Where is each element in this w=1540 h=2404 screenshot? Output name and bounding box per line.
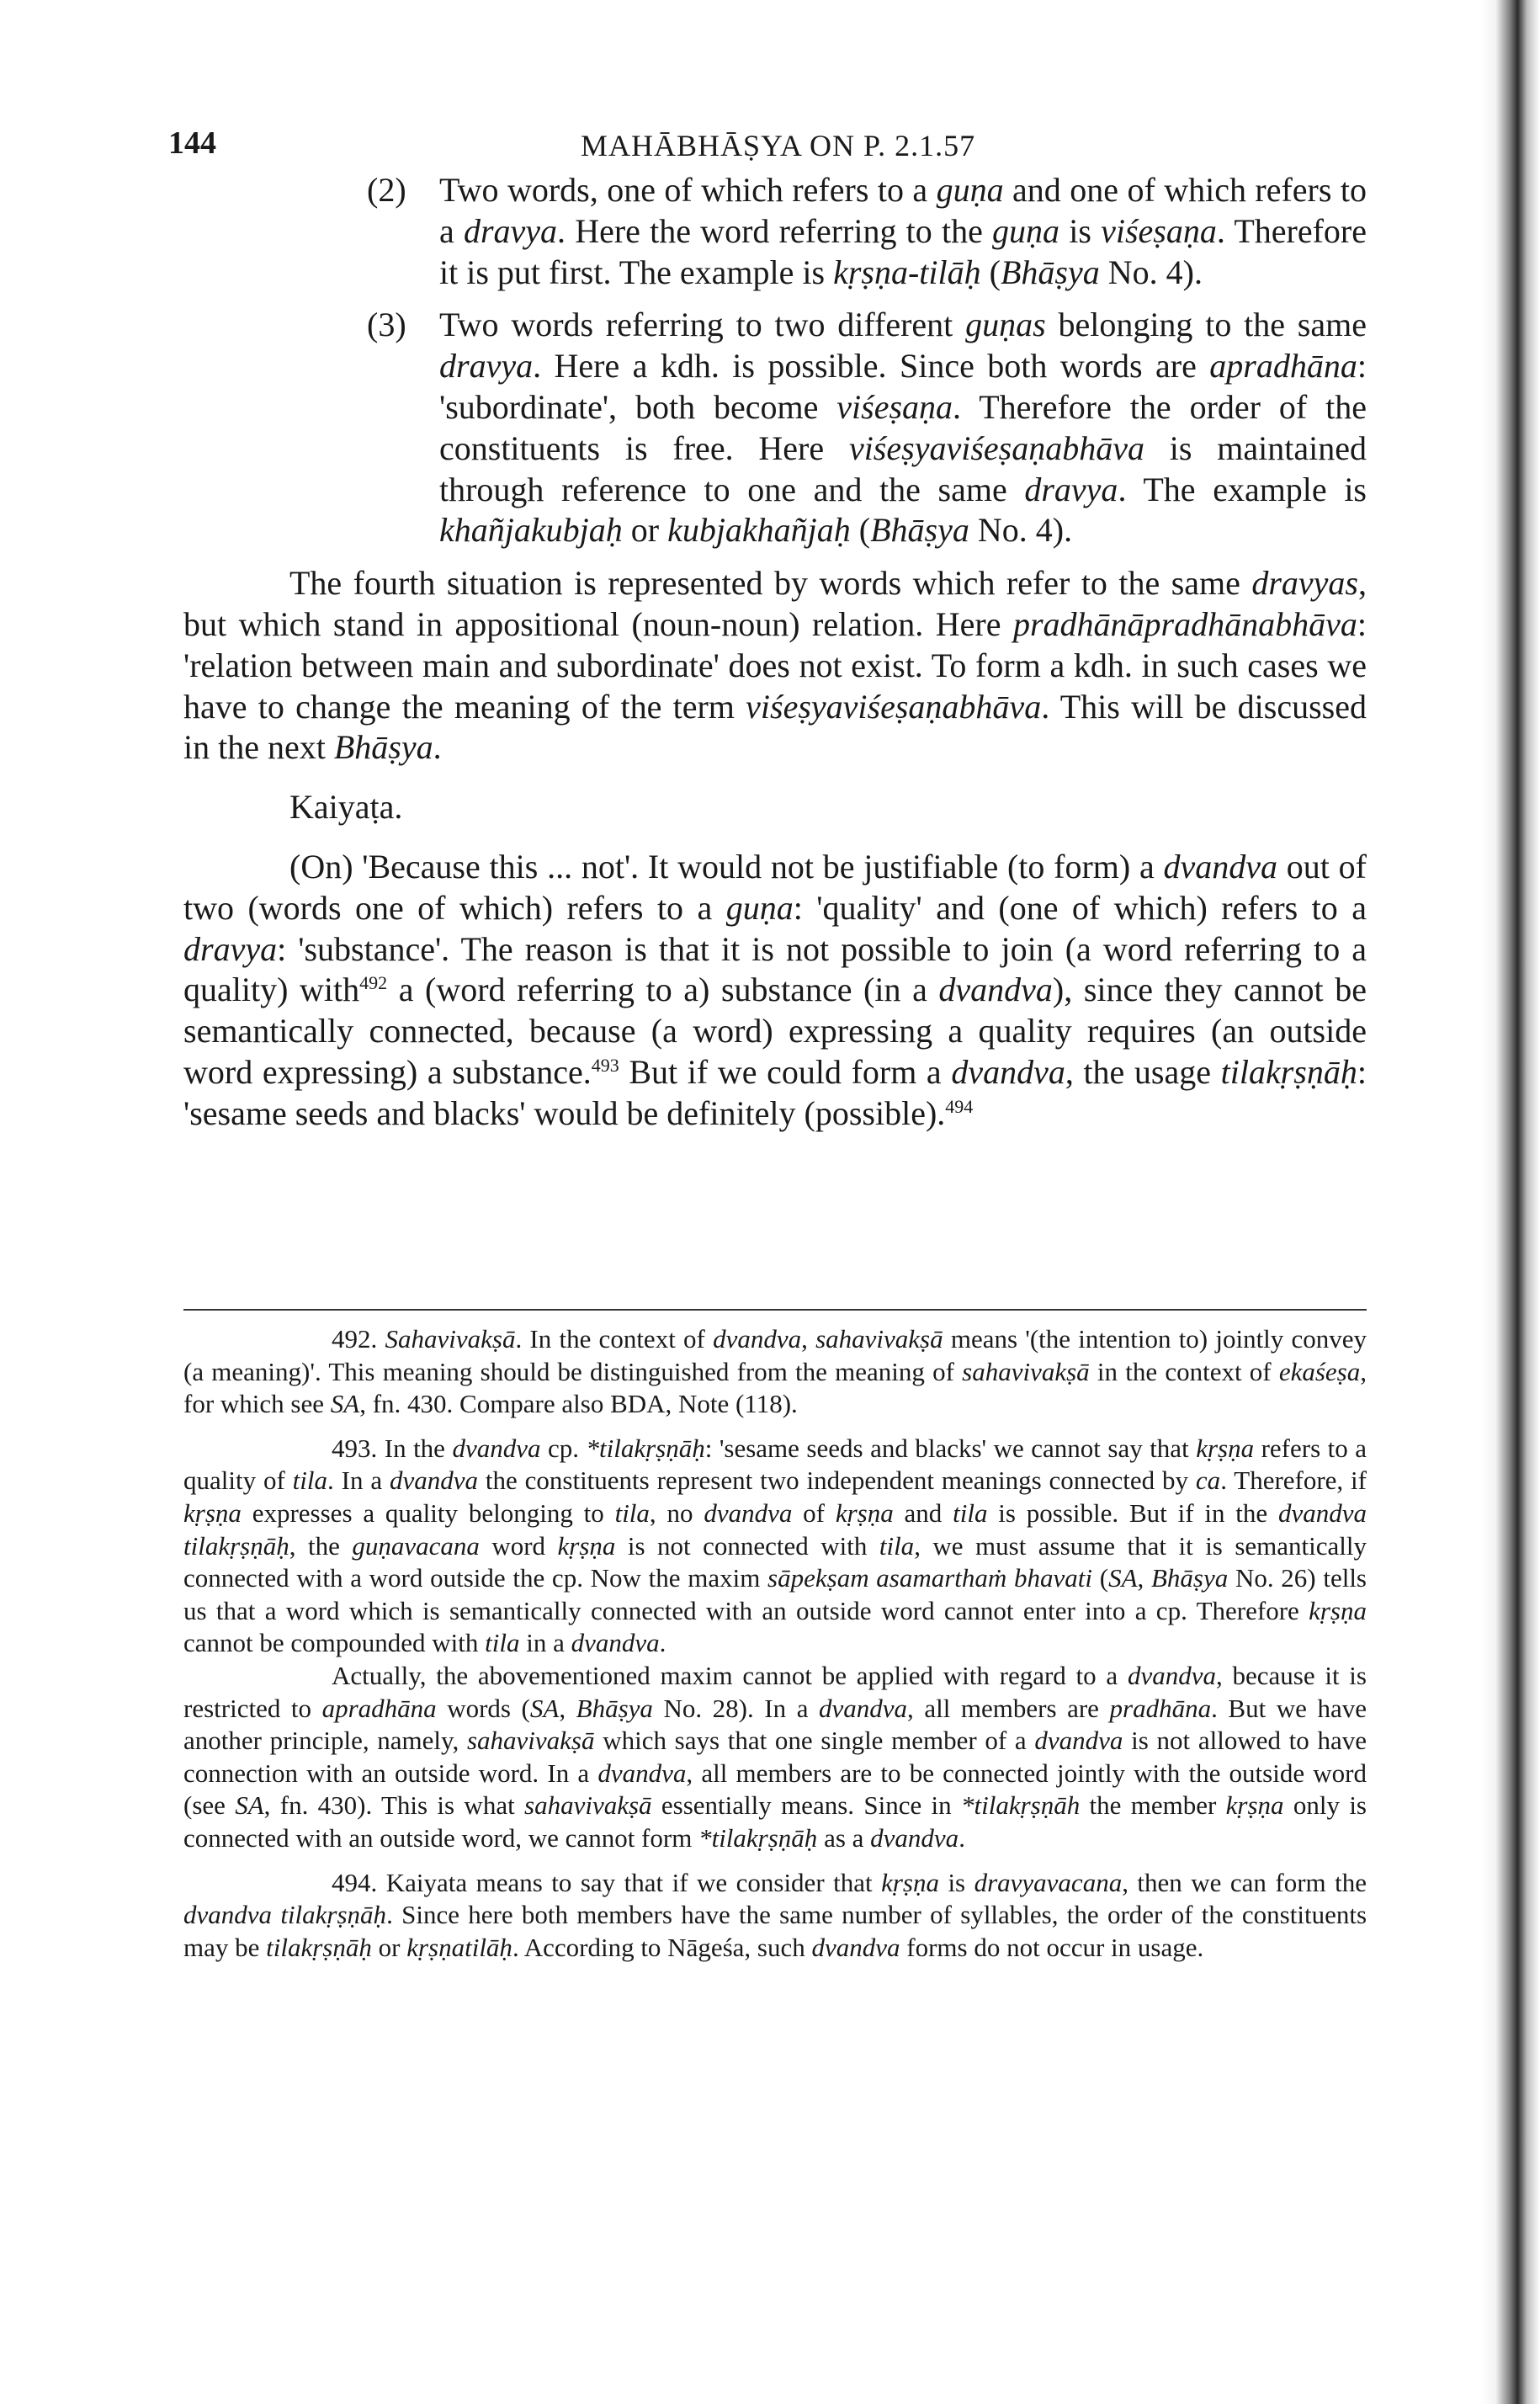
- main-text: [183, 170, 1367, 1135]
- footnotes: [183, 1323, 1367, 1964]
- body-paragraph: The fourth situation is represented by words which refer to the same dravyas, but which stand in appositional (noun-noun) relation. Here pradhānāpradhānabhāva: 'relation between main and subordinate' does not exist. To form a kdh. in such cases we have to change the meaning of the term viśeṣyaviśeṣaṇabhāva. This will be discussed in the next Bhāṣya.: [183, 564, 1367, 767]
- commentary-text: But if we could form a dvandva, the usage tilakṛṣṇāḥ: 'sesame seeds and blacks' would be definitely (possible).: [183, 1052, 1367, 1132]
- footnote-rule: [183, 1309, 1367, 1311]
- commentary-text: a (word referring to a) substance (in a dvandva), since they cannot be semantically connected, because (a word) expressing a quality requires (an outside word expressing) a substance.: [183, 971, 1367, 1091]
- list-item: [183, 170, 1367, 293]
- item-number: (3): [367, 306, 406, 344]
- item-text: Two words referring to two different guṇas belonging to the same dravya. Here a kdh. is possible. Since both words are apradhāna: 'subordinate', both become viśeṣaṇa. Therefore the order of the constituents is free. Here viśeṣyaviśeṣaṇabhāva is maintained through reference to one and the same dravya. The example is khañjakubjaḥ or kubjakhañjaḥ (Bhāṣya No. 4).: [439, 306, 1367, 550]
- footnote-ref: 492: [359, 972, 388, 994]
- list-item: [183, 305, 1367, 551]
- page-number: 144: [168, 125, 216, 161]
- footnote: 493. In the dvandva cp. *tilakṛṣṇāḥ: 'sesame seeds and blacks' we cannot say that kṛṣṇa refers to a quality of tila. In a dvandva the constituents represent two independent meanings connected by ca. Therefore, if kṛṣṇa expresses a quality belonging to tila, no dvandva of kṛṣṇa and tila is possible. But if in the dvandva tilakṛṣṇāḥ, the guṇavacana word kṛṣṇa is not connected with tila, we must assume that it is semantically connected with a word outside the cp. Now the maxim sāpekṣam asamarthaṁ bhavati (SA, Bhāṣya No. 26) tells us that a word which is semantically connected with an outside word cannot enter into a cp. Therefore kṛṣṇa cannot be compounded with tila in a dvandva.: [183, 1433, 1367, 1658]
- item-text: Two words, one of which refers to a guṇa and one of which refers to a dravya. Here the word referring to the guṇa is viśeṣaṇa. Therefore it is put first. The example is kṛṣṇa-tilāḥ (Bhāṣya No. 4).: [439, 171, 1367, 291]
- commentator-heading: Kaiyaṭa.: [289, 788, 403, 827]
- scanned-page-edge: [1481, 0, 1540, 2404]
- running-head: MAHĀBHĀṢYA ON P. 2.1.57: [581, 129, 976, 162]
- footnote: 492. Sahavivakṣā. In the context of dvandva, sahavivakṣā means '(the intention to) jointly convey (a meaning)'. This meaning should be distinguished from the meaning of sahavivakṣā in the context of ekaśeṣa, for which see SA, fn. 430. Compare also BDA, Note (118).: [183, 1324, 1367, 1419]
- footnote-continuation: Actually, the abovementioned maxim cannot be applied with regard to a dvandva, because it is restricted to apradhāna words (SA, Bhāṣya No. 28). In a dvandva, all members are pradhāna. But we have another principle, namely, sahavivakṣā which says that one single member of a dvandva is not allowed to have connection with an outside word. In a dvandva, all members are to be connected jointly with the outside word (see SA, fn. 430). This is what sahavivakṣā essentially means. Since in *tilakṛṣṇāh the member kṛṣṇa only is connected with an outside word, we cannot form *tilakṛṣṇāḥ as a dvandva.: [183, 1660, 1367, 1853]
- footnote-ref: 494: [945, 1095, 974, 1117]
- commentary-text: (On) 'Because this ... not'. It would not be justifiable (to form) a dvandva out of two (words one of which) refers to a guṇa: 'quality' and (one of which) refers to a dravya: 'substance'. The reason is that it is not possible to join (a word referring to a quality) with: [183, 847, 1367, 1009]
- footnote: 494. Kaiyata means to say that if we consider that kṛṣṇa is dravyavacana, then we can form the dvandva tilakṛṣṇāḥ. Since here both members have the same number of syllables, the order of the constituents may be tilakṛṣṇāḥ or kṛṣṇatilāḥ. According to Nāgeśa, such dvandva forms do not occur in usage.: [183, 1867, 1367, 1962]
- item-number: (2): [367, 171, 406, 209]
- commentary-paragraph: [183, 847, 1367, 1135]
- footnote-ref: 493: [591, 1054, 619, 1076]
